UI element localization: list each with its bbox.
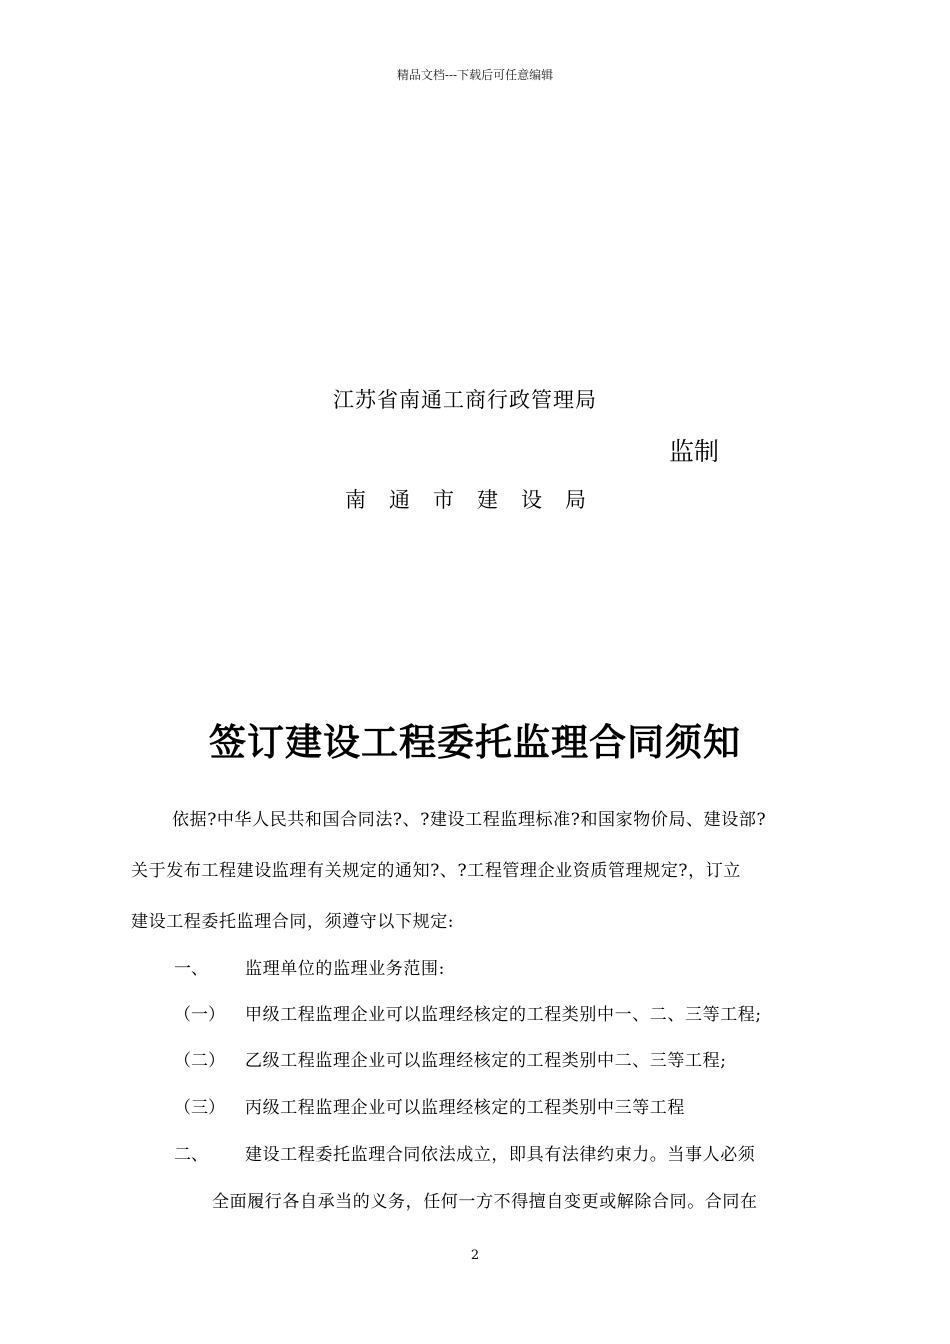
issuer-construction-bureau: 南通市建设局 (345, 488, 609, 512)
item-1-text: 甲级工程监理企业可以监理经核定的工程类别中一、二、三等工程; (245, 1005, 762, 1025)
item-3-marker: （三） (174, 1098, 225, 1118)
page-header: 精品文档---下载后可任意编辑 (396, 68, 554, 82)
document-title: 签订建设工程委托监理合同须知 (209, 721, 741, 764)
section-2-marker: 二、 (174, 1145, 208, 1165)
item-2-marker: （二） (174, 1051, 225, 1071)
section-1-marker: 一、 (174, 959, 208, 979)
intro-line-1: 依据?中华人民共和国合同法?、?建设工程监理标准?和国家物价局、建设部? (172, 810, 767, 830)
item-1-marker: （一） (174, 1005, 225, 1025)
supervision-label: 监制 (669, 437, 720, 466)
intro-line-2: 关于发布工程建设监理有关规定的通知?、?工程管理企业资质管理规定?，订立 (131, 861, 741, 881)
issuer-commerce-bureau: 江苏省南通工商行政管理局 (333, 388, 597, 412)
intro-line-3: 建设工程委托监理合同，须遵守以下规定: (131, 912, 455, 932)
item-3-text: 丙级工程监理企业可以监理经核定的工程类别中三等工程 (245, 1098, 685, 1118)
section-2-line-2: 全面履行各自承当的义务，任何一方不得擅自变更或解除合同。合同在 (212, 1192, 758, 1212)
page-number: 2 (470, 1248, 480, 1263)
item-2-text: 乙级工程监理企业可以监理经核定的工程类别中二、三等工程; (245, 1051, 727, 1071)
section-2-line-1: 建设工程委托监理合同依法成立，即具有法律约束力。当事人必须 (245, 1145, 756, 1165)
section-1-heading: 监理单位的监理业务范围: (245, 959, 445, 979)
